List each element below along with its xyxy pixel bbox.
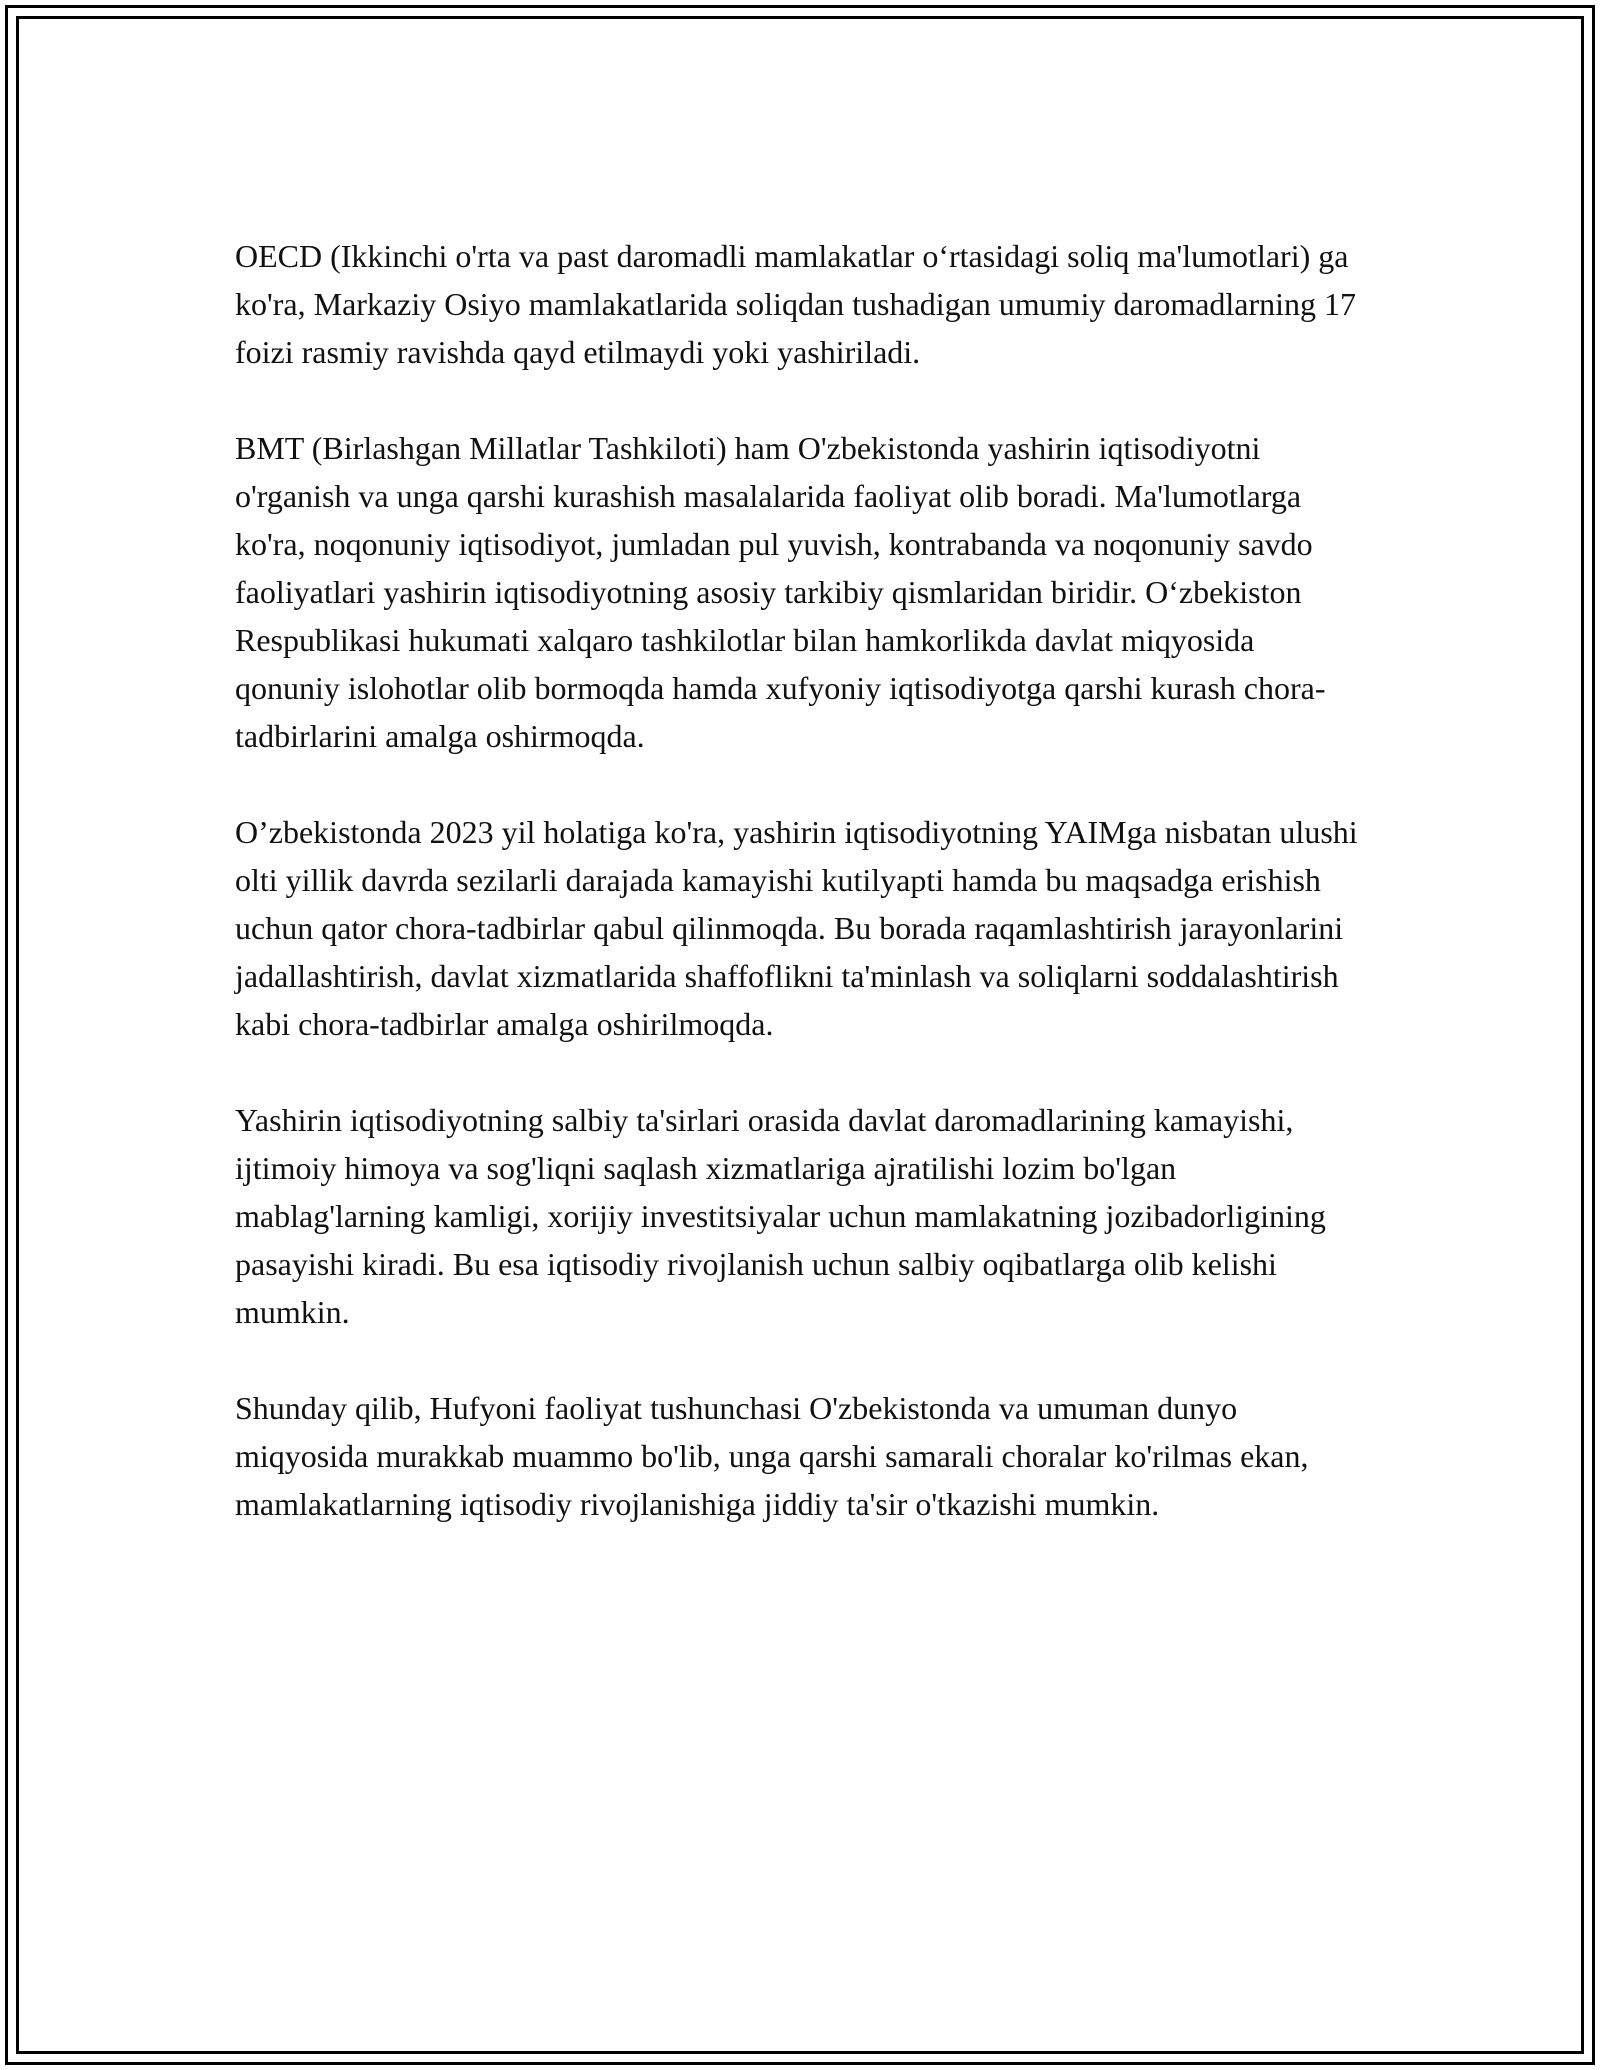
document-body <box>235 232 1365 1528</box>
paragraph-negative-effects: Yashirin iqtisodiyotning salbiy ta'sirlari orasida davlat daromadlarining kamayishi, ijtimoiy himoya va sog'liqni saqlash xizmatlariga ajratilishi lozim bo'lgan mablag'larning kamligi, xorijiy investitsiyalar uchun mamlakatning jozibadorligining pasayishi kiradi. Bu esa iqtisodiy rivojlanish uchun salbiy oqibatlarga olib kelishi mumkin. <box>235 1102 1326 1330</box>
paragraph-bmt: BMT (Birlashgan Millatlar Tashkiloti) ham O'zbekistonda yashirin iqtisodiyotni o'rganish va unga qarshi kurashish masalalarida faoliyat olib boradi. Ma'lumotlarga ko'ra, noqonuniy iqtisodiyot, jumladan pul yuvish, kontrabanda va noqonuniy savdo faoliyatlari yashirin iqtisodiyotning asosiy tarkibiy qismlaridan biridir. O‘zbekiston Respublikasi hukumati xalqaro tashkilotlar bilan hamkorlikda davlat miqyosida qonuniy islohotlar olib bormoqda hamda xufyoniy iqtisodiyotga qarshi kurash chora-tadbirlarini amalga oshirmoqda. <box>235 430 1326 754</box>
paragraph-conclusion: Shunday qilib, Hufyoni faoliyat tushunchasi O'zbekistonda va umuman dunyo miqyosida murakkab muammo bo'lib, unga qarshi samarali choralar ko'rilmas ekan, mamlakatlarning iqtisodiy rivojlanishiga jiddiy ta'sir o'tkazishi mumkin. <box>235 1390 1309 1522</box>
paragraph-2023: O’zbekistonda 2023 yil holatiga ko'ra, yashirin iqtisodiyotning YAIMga nisbatan ulushi olti yillik davrda sezilarli darajada kamayishi kutilyapti hamda bu maqsadga erishish uchun qator chora-tadbirlar qabul qilinmoqda. Bu borada raqamlashtirish jarayonlarini jadallashtirish, davlat xizmatlarida shaffoflikni ta'minlash va soliqlarni soddalashtirish kabi chora-tadbirlar amalga oshirilmoqda. <box>235 814 1358 1042</box>
paragraph-oecd: OECD (Ikkinchi o'rta va past daromadli mamlakatlar o‘rtasidagi soliq ma'lumotlari) ga ko'ra, Markaziy Osiyo mamlakatlarida soliqdan tushadigan umumiy daromadlarning 17 foizi rasmiy ravishda qayd etilmaydi yoki yashiriladi. <box>235 238 1357 370</box>
